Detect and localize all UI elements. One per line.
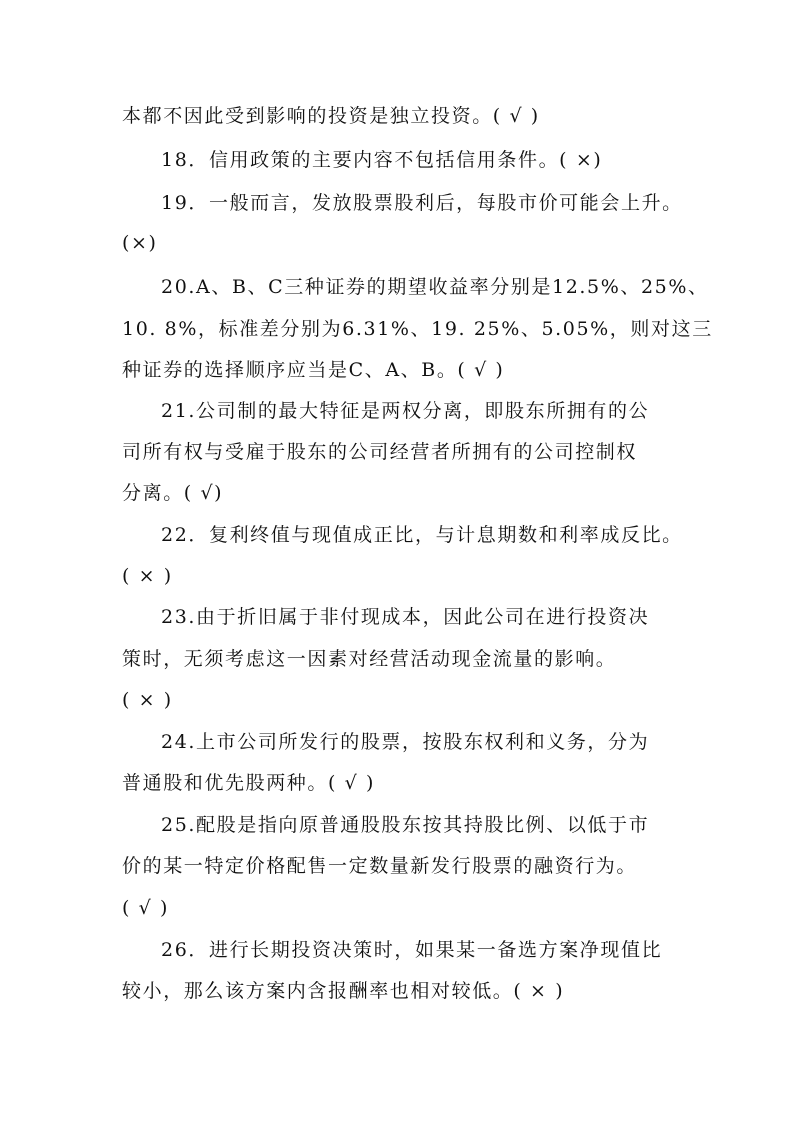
question-25-line-2: 价的某一特定价格配售一定数量新发行股票的融资行为。 bbox=[122, 855, 638, 877]
question-23-line-2: 策时，无须考虑这一因素对经营活动现金流量的影响。 bbox=[122, 648, 617, 670]
question-18: 18．信用政策的主要内容不包括信用条件。( ×) bbox=[161, 149, 603, 171]
question-21: 21.公司制的最大特征是两权分离，即股东所拥有的公 bbox=[161, 400, 650, 422]
question-22: 22．复利终值与现值成正比，与计息期数和利率成反比。 bbox=[161, 524, 683, 546]
question-20: 20.A、B、C三种证券的期望收益率分别是12.5%、25%、 bbox=[161, 276, 709, 298]
question-26-line-2: 较小，那么该方案内含报酬率也相对较低。( × ) bbox=[122, 980, 565, 1002]
question-25-answer: ( √ ) bbox=[122, 897, 170, 919]
question-17-continuation: 本都不因此受到影响的投资是独立投资。( √ ) bbox=[122, 105, 540, 127]
question-23: 23.由于折旧属于非付现成本，因此公司在进行投资决 bbox=[161, 606, 650, 628]
question-23-answer: ( × ) bbox=[122, 689, 173, 711]
question-20-line-2: 10. 8%，标准差分别为6.31%、19. 25%、5.05%，则对这三 bbox=[122, 318, 713, 340]
question-19: 19．一般而言，发放股票股利后，每股市价可能会上升。 bbox=[161, 192, 683, 214]
question-20-line-3: 种证券的选择顺序应当是C、A、B。( √ ) bbox=[122, 359, 505, 381]
question-22-answer: ( × ) bbox=[122, 565, 173, 587]
question-21-line-2: 司所有权与受雇于股东的公司经营者所拥有的公司控制权 bbox=[122, 441, 638, 463]
question-26: 26．进行长期投资决策时，如果某一备选方案净现值比 bbox=[161, 939, 663, 961]
question-19-answer: (×) bbox=[122, 232, 158, 254]
question-21-line-3: 分离。( √) bbox=[122, 482, 224, 504]
question-25: 25.配股是指向原普通股股东按其持股比例、以低于市 bbox=[161, 814, 650, 836]
question-24-line-2: 普通股和优先股两种。( √ ) bbox=[122, 772, 376, 794]
question-24: 24.上市公司所发行的股票，按股东权利和义务，分为 bbox=[161, 731, 650, 753]
